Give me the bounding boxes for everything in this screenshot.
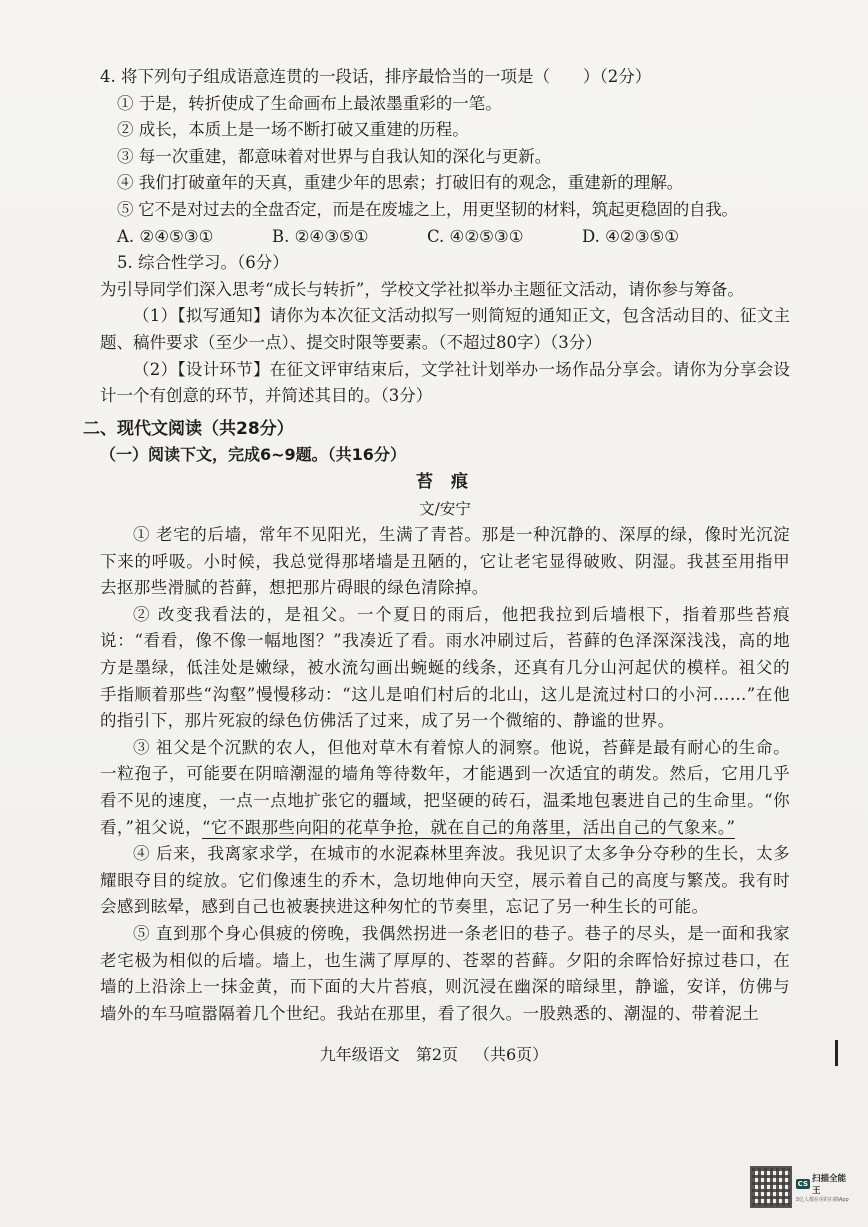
scanner-name: 扫描全能王 (811, 1173, 846, 1196)
q4-option-2: ② 成长，本质上是一场不断打破又重建的历程。 (117, 120, 469, 140)
scanner-slogan: 3亿人都在用的扫描App (795, 1196, 849, 1203)
section-2-heading: 二、现代文阅读（共28分） (83, 418, 294, 439)
qr-code-icon (750, 1166, 792, 1208)
paragraph-3-underlined-sentence: “它不跟那些向阳的花草争抢，就在自己的角落里，活出自己的气象来。” (202, 817, 736, 837)
q4-option-1: ① 于是，转折使成了生命画布上最浓墨重彩的一笔。 (117, 93, 502, 113)
footer-subject: 九年级语文 (319, 1045, 400, 1064)
article-title: 苔 痕 (416, 471, 474, 492)
q5-sub2: （2）【设计环节】在征文评审结束后，文学社计划举办一场作品分享会。请你为分享会设计一个有创意的环节，并简述其目的。（3分） (100, 359, 790, 406)
footer-page: 第2页 (415, 1045, 458, 1064)
cs-logo-icon: CS (797, 1179, 808, 1188)
scanner-watermark (750, 1167, 854, 1207)
footer-total: （共6页） (474, 1045, 549, 1064)
q5-intro: 为引导同学们深入思考“成长与转折”，学校文学社拟举办主题征文活动，请你参与筹备。 (100, 279, 744, 299)
page-content (83, 60, 790, 1027)
q4-option-3: ③ 每一次重建，都意味着对世界与自我认知的深化与更新。 (117, 146, 552, 166)
q4-choice-c: C. ④②⑤③① (427, 226, 524, 246)
article-paragraph-4: ④ 后来，我离家求学，在城市的水泥森林里奔波。我见识了太多争分夺秒的生长，太多耀眼夺目的绽放。它们像速生的乔木，急切地伸向天空，展示着自己的高度与繁茂。我有时会感到眩晕，感到自己也被裹挟进这种匆忙的节奏里，忘记了另一种生长的可能。 (100, 844, 790, 917)
q4-option-4: ④ 我们打破童年的天真，重建少年的思索；打破旧有的观念，重建新的理解。 (117, 173, 684, 193)
paragraph-3-text: ③ 祖父是个沉默的农人，但他对草木有着惊人的洞察。他说，苔藓是最有耐心的生命。一粒孢子，可能要在阴暗潮湿的墙角等待数年，才能遇到一次适宜的萌发。然后，它用几乎看不见的速度，一点一点地扩张它的疆域，把坚硬的砖石，温柔地包裹进自己的生命里。“你看，”祖父说， (100, 737, 790, 837)
article-author: 文/安宁 (419, 499, 471, 518)
q4-title: 4. 将下列句子组成语意连贯的一段话，排序最恰当的一项是（ ）（2分） (100, 67, 652, 86)
q4-option-5: ⑤ 它不是对过去的全盘否定，而是在废墟之上，用更坚韧的材料，筑起更稳固的自我。 (117, 199, 738, 219)
article-paragraph-5: ⑤ 直到那个身心俱疲的傍晚，我偶然拐进一条老旧的巷子。巷子的尽头，是一面和我家老宅极为相似的后墙。墙上，也生满了厚厚的、苍翠的苔藓。夕阳的余晖恰好掠过巷口，在墙的上沿涂上一抹金黄，而下面的大片苔痕，则沉浸在幽深的暗绿里，静谧，安详，仿佛与墙外的车马喧嚣隔着几个世纪。我站在那里，看了很久。一股熟悉的、潮湿的、带着泥土 (100, 924, 790, 1023)
article-paragraph-2: ② 改变我看法的，是祖父。一个夏日的雨后，他把我拉到后墙根下，指着那些苔痕说：“看看，像不像一幅地图？”我凑近了看。雨水冲刷过后，苔藓的色泽深深浅浅，高的地方是墨绿，低洼处是嫩绿，被水流勾画出蜿蜒的线条，还真有几分山河起伏的模样。祖父的手指顺着那些“沟壑”慢慢移动：“这儿是咱们村后的北山，这儿是流过村口的小河……”在他的指引下，那片死寂的绿色仿佛活了过来，成了另一个微缩的、静谧的世界。 (100, 604, 790, 731)
page-footer (0, 1042, 868, 1065)
q5-sub1: （1）【拟写通知】请你为本次征文活动拟写一则简短的通知正文，包含活动目的、征文主题、稿件要求（至少一点）、提交时限等要素。（不超过80字）（3分） (100, 306, 790, 352)
section-2-subheading: （一）阅读下文，完成6~9题。（共16分） (100, 445, 406, 465)
q4-choices (100, 224, 790, 251)
scan-edge-mark (835, 1040, 838, 1066)
scanner-brand (796, 1172, 854, 1203)
article-paragraph-1: ① 老宅的后墙，常年不见阳光，生满了青苔。那是一种沉静的、深厚的绿，像时光沉淀下来的呼吸。小时候，我总觉得那堵墙是丑陋的，它让老宅显得破败、阴湿。我甚至用指甲去抠那些滑腻的苔藓，想把那片碍眼的绿色清除掉。 (100, 525, 790, 598)
q5-title: 5. 综合性学习。（6分） (117, 253, 289, 273)
q4-choice-b: B. ②④③⑤① (272, 226, 369, 246)
article-paragraph-3 (100, 735, 790, 841)
q4-choice-a: A. ②④⑤③① (117, 226, 214, 246)
q4-choice-d: D. ④②③⑤① (582, 226, 680, 246)
